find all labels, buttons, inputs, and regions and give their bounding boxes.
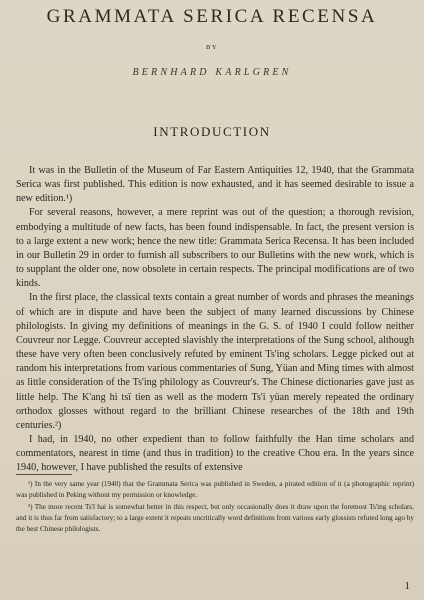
body-text <box>16 164 414 475</box>
page-number: 1 <box>404 580 410 592</box>
section-heading: INTRODUCTION <box>153 124 271 139</box>
paragraph: It was in the Bulletin of the Museum of Far Eastern Antiquities 12, 1940, that the Grammata Serica was first published. This edition is now exhausted, and it has seemed desirable to issue a new edition.¹) <box>16 165 414 205</box>
page-title: GRAMMATA SERICA RECENSA <box>46 6 378 27</box>
paragraph: For several reasons, however, a mere reprint was out of the question; a thorough revision, embodying a multitude of new facts, has been found indispensable. In fact, the present version is to a large extent a new work; hence the new title: Grammata Serica Recensa. It has been included in our Bulletin 29 in order to furnish all subscribers to our Bulletins with the new work, which is to supplant the older one, now obsolete in certain respects. The principal modifications are of two kinds. <box>16 207 414 290</box>
footnote-divider <box>16 474 72 475</box>
author-name: BERNHARD KARLGREN <box>132 67 292 78</box>
footnote: ¹) In the very same year (1940) that the Grammata Serica was published in Sweden, a pirated edition of it (a photographic reprint) was published in Peking without my permission or knowledge. <box>16 480 414 499</box>
footnote: ²) The more recent Ts'ï hai is somewhat better in this respect, but only occasionally does it draw upon the foremost Ts'ing scholars, and it is thus far from satisfactory; to a large extent it repeats uncritically word definitions from various early glossists refuted long ago by the best Chinese philologists. <box>16 503 414 533</box>
footnotes <box>16 479 414 536</box>
paragraph: In the first place, the classical texts contain a great number of words and phrases the meanings of which are in dispute and have been the subject of many learned discussions by Chinese philologists. In giving my definitions of meanings in the G. S. of 1940 I could follow neither Couvreur nor Legge. Couvreur accepted slavishly the interpretations of the Sung school, although these have very often been conclusively refuted by eminent Ts'ing scholars. Legge picked out at random his interpretations from various commentaries of Sung, Yüan and Ming times with almost as little consideration of the Ts'ing philology as Couvreur's. The Chinese dictionaries gave just as little help. The K'ang hi tsï tien as well as the modern Ts'i yüan merely repeated the ordinary orthodox glosses without regard to the brilliant Chinese researches of the 18th and 19th centuries.²) <box>16 292 414 431</box>
paragraph: I had, in 1940, no other expedient than to follow faithfully the Han time scholars and commentators, nearest in time (and thus in tradition) to the creative Chou era. In the years since 1940, however, I have published the results of extensive <box>16 433 414 474</box>
byline-by: BY <box>205 44 219 51</box>
